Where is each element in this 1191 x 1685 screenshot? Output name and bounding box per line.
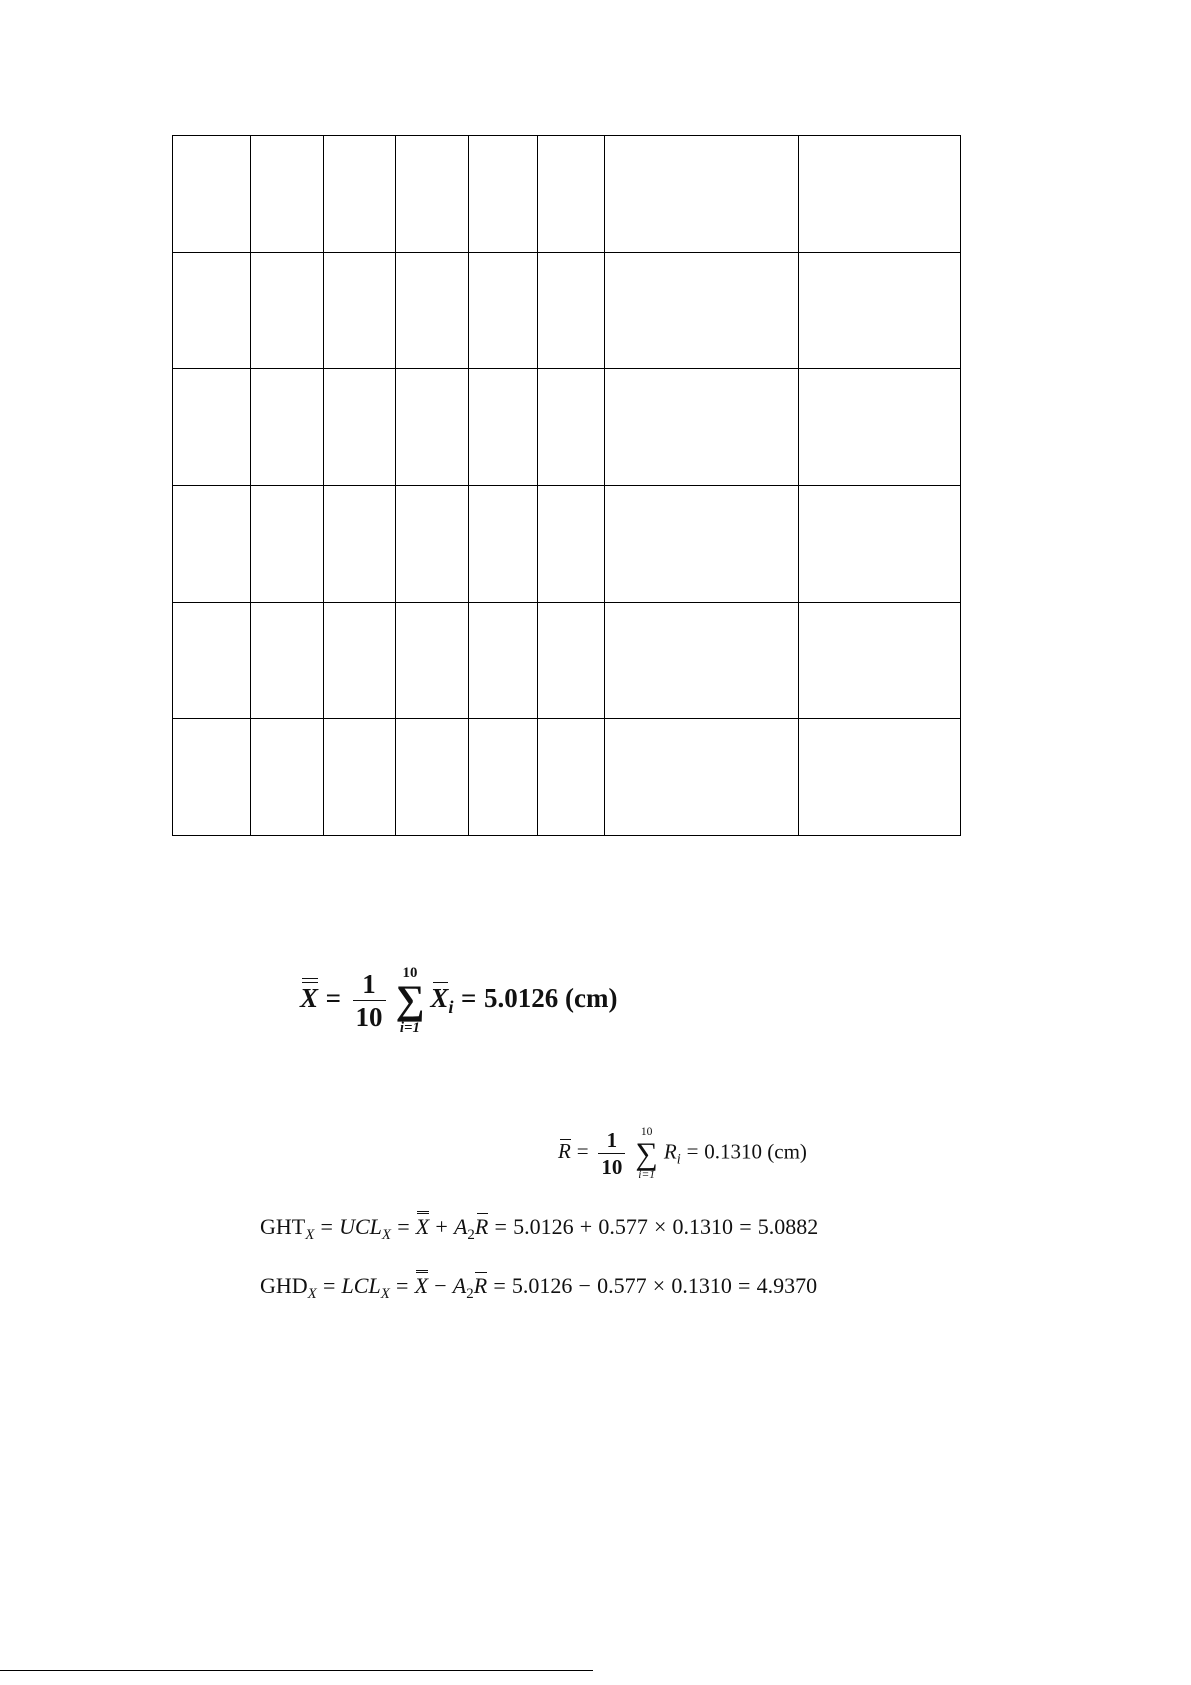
fraction: $\frac{1}{10}$ [598,1130,625,1178]
table-cell [604,136,798,253]
table-cell [173,602,251,719]
fraction: $\frac{1}{10}$ [353,971,386,1031]
table-cell [251,602,324,719]
upper-control-limit-formula: $GHT_X = UCL_X = X + A_2R = 5.0126 + 0.577 \times 0.1310 = 5.0882$ [260,1214,819,1244]
table-cell [798,136,960,253]
ghd-label: GHD [260,1273,308,1298]
table-cell [604,719,798,836]
table-cell [468,719,537,836]
table-cell [468,369,537,486]
table-cell [251,369,324,486]
table-cell [395,136,468,253]
table-cell [798,252,960,369]
table-row [173,369,961,486]
table-cell [468,252,537,369]
summation-icon: 10 ∑ i=1 [635,1126,658,1181]
ght-label: GHT [260,1214,306,1239]
summation-icon: 10 ∑ i=1 [395,965,425,1036]
table-cell [395,369,468,486]
table-cell [537,602,604,719]
unit-label: (cm) [767,1139,807,1164]
table-cell [395,602,468,719]
range-symbol: R [663,1139,677,1164]
mean-range-formula: R = $\frac{1}{10}$ 10 ∑ i=1 $R_i = 0.1310$ (cm) [558,1126,807,1181]
table-cell [798,719,960,836]
table-cell [251,252,324,369]
table-cell [798,485,960,602]
table-row [173,719,961,836]
table-cell [323,602,395,719]
table-cell [173,369,251,486]
table-cell [604,252,798,369]
table-row [173,485,961,602]
table-cell [537,485,604,602]
table-cell [798,369,960,486]
table-cell [173,719,251,836]
data-grid-table [172,135,961,836]
subgroup-mean-symbol: X [430,982,449,1013]
footnote-divider [0,1670,593,1671]
table-cell [173,252,251,369]
grand-mean-value: 5.0126 [483,982,559,1013]
table-cell [395,485,468,602]
table-cell [798,602,960,719]
mean-range-symbol: R [558,1139,571,1164]
table-cell [323,369,395,486]
table-cell [537,252,604,369]
table-cell [323,136,395,253]
grand-mean-symbol: X [300,982,319,1013]
table-cell [537,136,604,253]
table-cell [173,485,251,602]
table-row [173,602,961,719]
unit-label: (cm) [564,982,618,1013]
table-cell [395,719,468,836]
table-row [173,136,961,253]
table-cell [537,369,604,486]
table-cell [468,485,537,602]
table-cell [173,136,251,253]
grand-mean-formula: X = $\frac{1}{10}$ 10 ∑ i=1 $X_i = 5.0126$ (cm) [300,965,618,1036]
table-cell [468,602,537,719]
table-cell [323,719,395,836]
table-cell [468,136,537,253]
table-cell [251,485,324,602]
table-cell [323,485,395,602]
table-row [173,252,961,369]
lcl-result: 4.9370 [756,1273,818,1298]
ucl-result: 5.0882 [757,1214,819,1239]
table-cell [323,252,395,369]
table-cell [251,719,324,836]
table-cell [604,369,798,486]
mean-range-value: 0.1310 [704,1139,763,1164]
table-cell [537,719,604,836]
lower-control-limit-formula: $GHD_X = LCL_X = X - A_2R = 5.0126 - 0.577 \times 0.1310 = 4.9370$ [260,1273,818,1303]
table-cell [395,252,468,369]
table-cell [604,485,798,602]
table-cell [251,136,324,253]
table-cell [604,602,798,719]
